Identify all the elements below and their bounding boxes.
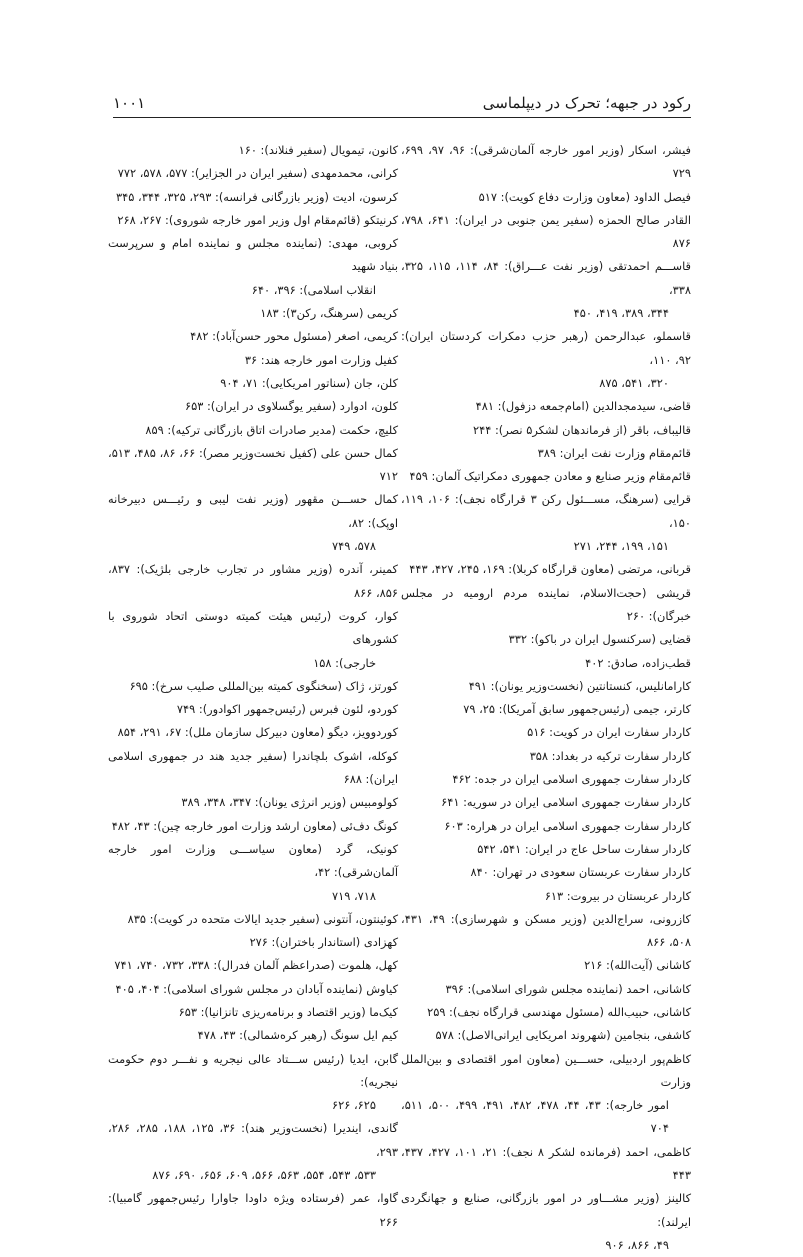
index-entry [108, 791, 398, 814]
index-entry-text: کمال حســـن مقهور (وزیر نفت لیبی و رئیـــس دبیرخانه اوپک): ۸۲، [108, 492, 398, 530]
index-entry-text: کورتز، ژاک (سخنگوی کمیته بین‌المللی صلیب سرخ): ۶۹۵ [129, 678, 398, 693]
index-entry-text: کارتر، جیمی (رئیس‌جمهور سابق آمریکا): ۲۵، ۷۹ [463, 702, 691, 717]
index-entry [108, 186, 398, 209]
index-entry [108, 395, 398, 418]
index-entry-text: گاندی، ایندیرا (نخست‌وزیر هند): ۳۶، ۱۲۵، ۱۸۸، ۲۸۵، ۲۸۶، ۲۹۳، [108, 1121, 398, 1159]
index-entry-text: قضایی (سرکنسول ایران در باکو): ۳۳۲ [508, 632, 691, 647]
index-entry [401, 628, 691, 651]
page-header [113, 93, 691, 118]
index-entry [401, 745, 691, 768]
index-entry-text: کونیک، گرد (معاون سیاســـی وزارت امور خارجه آلمان‌شرقی): ۴۲، [108, 841, 398, 880]
index-entry-text: کوار، کروت (رئیس هیئت کمیته دوستی اتحاد شوروی با کشورهای [108, 608, 398, 647]
index-entry [401, 815, 691, 838]
index-entry-text: کاردار سفارت ترکیه در بغداد: ۳۵۸ [529, 748, 691, 763]
index-entry-text: قائم‌مقام وزیر صنایع و معادن جمهوری دمکراتیک آلمان: ۴۵۹ [409, 469, 691, 484]
index-entry-text: کوکله، اشوک بلچاندرا (سفیر جدید هند در جمهوری اسلامی ایران): ۶۸۸ [108, 748, 398, 787]
index-entry [401, 978, 691, 1001]
index-entry [108, 1024, 398, 1047]
index-entry-text: کیم ایل سونگ (رهبر کره‌شمالی): ۴۳، ۴۷۸ [197, 1028, 398, 1043]
index-entry-text: قائم‌مقام وزارت نفت ایران: ۳۸۹ [537, 445, 691, 460]
index-entry [401, 838, 691, 861]
index-entry-continuation: ۴۹، ۸۶۶، ۹۰۶ [605, 1237, 669, 1252]
index-entry-text: کلن، جان (سناتور امریکایی): ۷۱، ۹۰۴ [220, 375, 398, 390]
index-entry [108, 978, 398, 1001]
index-column-right [401, 139, 691, 1257]
index-entry [108, 908, 398, 931]
index-entry-text: قربانی، مرتضی (معاون قرارگاه کربلا): ۱۶۹، ۲۴۵، ۴۲۷، ۴۴۳ [409, 562, 691, 577]
index-entry-text: قاسملو، عبدالرحمن (رهبر حزب دمکرات کردستان ایران): ۹۲، ۱۱۰، [401, 329, 691, 367]
index-entry [108, 349, 398, 372]
index-entry-text: کیک‌ما (وزیر اقتصاد و برنامه‌ریزی تانزانیا): ۶۵۳ [178, 1004, 398, 1019]
index-entry [401, 1048, 691, 1141]
running-title: رکود در جبهه؛ تحرک در دیپلماسی [482, 94, 691, 112]
index-entry [401, 325, 691, 395]
index-entry [401, 1024, 691, 1047]
index-entry-text: کیاوش (نماینده آبادان در مجلس شورای اسلامی): ۴۰۴، ۴۰۵ [115, 981, 398, 996]
index-entry [401, 442, 691, 465]
index-entry-text: کالینز (وزیر مشـــاور در امور بازرگانی، صنایع و جهانگردی ایرلند): [401, 1191, 691, 1229]
index-entry-text: کوردو، لئون فبرس (رئیس‌جمهور اکوادور): ۷۴۹ [176, 702, 398, 717]
index-entry [401, 558, 691, 581]
index-entry-text: کمینر، آندره (وزیر مشاور در تجارب خارجی بلژیک): ۸۳۷، ۸۵۶، ۸۶۶ [108, 562, 398, 600]
index-entry [108, 162, 398, 185]
index-entry [108, 372, 398, 395]
index-entry [401, 908, 691, 955]
index-entry [108, 488, 398, 558]
index-entry [401, 652, 691, 675]
index-entry-continuation: انقلاب اسلامی): ۳۹۶، ۶۴۰ [251, 282, 376, 297]
index-entry-text: کلون، ادوارد (سفیر یوگسلاوی در ایران): ۶۵۳ [184, 399, 398, 414]
index-entry-text: فیشر، اسکار (وزیر امور خارجه آلمان‌شرقی): ۹۶، ۹۷، ۶۹۹، ۷۲۹ [401, 143, 691, 181]
index-entry-text: کهل، هلموت (صدراعظم آلمان فدرال): ۳۳۸، ۷۳۲، ۷۴۰، ۷۴۱ [114, 958, 398, 973]
index-entry-text: کاردار عربستان در بیروت: ۶۱۳ [544, 888, 691, 903]
index-entry-text: کاظم‌پور اردبیلی، حســـین (معاون امور اقتصادی و بین‌الملل وزارت [401, 1051, 691, 1089]
index-entry [401, 1141, 691, 1188]
index-entry-text: کاشانی، احمد (نماینده مجلس شورای اسلامی): ۳۹۶ [445, 981, 691, 996]
index-entry-text: قالیباف، باقر (از فرماندهان لشکر۵ نصر): ۲۴۴ [472, 422, 691, 437]
index-entry-continuation: ۳۴۴، ۳۸۹، ۴۱۹، ۴۵۰ [573, 306, 669, 321]
index-entry-text: کاردار سفارت جمهوری اسلامی ایران در هراره: ۶۰۳ [444, 818, 691, 833]
index-entry-text: قاســـم احمدتقی (وزیر نفت عـــراق): ۸۴، ۱۱۴، ۱۱۵، ۳۲۵، ۳۳۸، [401, 259, 691, 297]
index-entry [108, 302, 398, 325]
index-entry-text: گاوا، عمر (فرستاده ویژه داودا جاوارا رئیس‌جمهور گامبیا): ۲۶۶ [108, 1191, 398, 1229]
index-entry-text: کازرونی، سراج‌الدین (وزیر مسکن و شهرسازی): ۴۹، ۴۳۱، ۵۰۸، ۸۶۶ [401, 911, 691, 950]
index-entry [108, 698, 398, 721]
index-entry-text: کاردار سفارت ساحل عاج در ایران: ۵۴۱، ۵۴۲ [477, 841, 691, 856]
index-entry [108, 558, 398, 605]
index-entry-continuation: ۱۵۱، ۱۹۹، ۲۴۴، ۲۷۱ [573, 539, 669, 554]
index-entry [401, 186, 691, 209]
index-entry [108, 1187, 398, 1234]
index-entry-text: کرنیتکو (قائم‌مقام اول وزیر امور خارجه شوروی): ۲۶۷، ۲۶۸ [117, 212, 398, 227]
index-entry-text: کوردوویز، دیگو (معاون دبیرکل سازمان ملل): ۶۷، ۲۹۱، ۸۵۴ [117, 725, 398, 740]
index-entry-text: کرانی، محمدمهدی (سفیر ایران در الجزایر): ۵۷۷، ۵۷۸، ۷۷۲ [117, 166, 398, 181]
index-entry [108, 232, 398, 302]
index-entry [108, 1001, 398, 1024]
index-entry [401, 139, 691, 186]
index-entry [401, 465, 691, 488]
index-entry-text: کاردار سفارت ایران در کویت: ۵۱۶ [527, 725, 691, 740]
index-entry-continuation: ۷۱۸، ۷۱۹ [331, 888, 376, 903]
index-entry-text: کاردار سفارت عربستان سعودی در تهران: ۸۴۰ [470, 865, 691, 880]
index-entry-text: کهزادی (استاندار باختران): ۲۷۶ [249, 935, 398, 950]
index-entry [108, 815, 398, 838]
index-entry [401, 861, 691, 884]
index-entry-text: کریمی، اصغر (مسئول محور حسن‌آباد): ۴۸۲ [190, 329, 398, 344]
index-entry [401, 721, 691, 744]
index-entry-text: کمال حسن علی (کفیل نخست‌وزیر مصر): ۶۶، ۸۶، ۴۸۵، ۵۱۳، ۷۱۲ [108, 445, 398, 484]
index-entry [108, 675, 398, 698]
index-entry-text: کونگ دف‌ئی (معاون ارشد وزارت امور خارجه چین): ۴۳، ۴۸۲ [111, 818, 398, 833]
index-entry-text: کاشانی (آیت‌الله): ۲۱۶ [584, 958, 691, 973]
index-entry [401, 768, 691, 791]
index-entry-text: کوئینتون، آنتونی (سفیر جدید ایالات متحده در کویت): ۸۳۵ [127, 911, 398, 926]
index-entry-text: کفیل وزارت امور خارجه هند: ۳۶ [244, 352, 398, 367]
index-entry [108, 1048, 398, 1118]
index-entry-text: کاشانی، حبیب‌الله (مسئول مهندسی قرارگاه نجف): ۲۵۹ [427, 1004, 691, 1019]
index-entry-text: کلیچ، حکمت (مدیر صادرات اتاق بازرگانی ترکیه): ۸۵۹ [145, 422, 398, 437]
index-entry [401, 582, 691, 629]
index-entry [401, 675, 691, 698]
index-entry-text: کانون، تیمویال (سفیر فنلاند): ۱۶۰ [238, 143, 398, 157]
index-entry [108, 442, 398, 489]
index-entry [108, 325, 398, 348]
index-entry [108, 838, 398, 908]
index-entry-text: کرسون، ادیت (وزیر بازرگانی فرانسه): ۲۹۳، ۳۲۵، ۳۴۴، ۳۴۵ [116, 189, 398, 204]
index-entry-text: کاشفی، بنجامین (شهروند امریکایی ایرانی‌الاصل): ۵۷۸ [435, 1028, 691, 1043]
index-entry [401, 395, 691, 418]
index-entry [108, 954, 398, 977]
index-entry [401, 791, 691, 814]
index-entry [108, 209, 398, 232]
index-entry-text: قرایی (سرهنگ، مســـئول رکن ۳ قرارگاه نجف): ۱۰۶، ۱۱۹، ۱۵۰، [401, 492, 691, 530]
index-entry-continuation: خارجی): ۱۵۸ [313, 655, 376, 670]
index-entry-text: کاردار سفارت جمهوری اسلامی ایران در سوریه: ۶۴۱ [441, 795, 691, 810]
index-entry-text: کروبی، مهدی: (نماینده مجلس و نماینده امام و سرپرست بنیاد شهید [108, 236, 398, 274]
index-entry-text: القادر صالح الحمزه (سفیر یمن جنوبی در ایران): ۶۴۱، ۷۹۸، ۸۷۶ [401, 212, 691, 251]
page-number: ۱۰۰۱ [113, 94, 146, 112]
index-entry-continuation: ۳۲۰، ۵۴۱، ۸۷۵ [599, 375, 669, 390]
index-entry [108, 1117, 398, 1187]
index-entry [401, 255, 691, 325]
index-entry [401, 488, 691, 558]
index-entry [108, 721, 398, 744]
index-entry-text: کولومبیس (وزیر انرژی یونان): ۳۴۷، ۳۴۸، ۳۸۹ [181, 795, 398, 810]
index-entry [108, 139, 398, 162]
index-entry-text: کریمی (سرهنگ، رکن۳): ۱۸۳ [260, 306, 398, 321]
index-entry-continuation: امور خارجه): ۴۳، ۴۴، ۴۷۸، ۴۸۲، ۴۹۱، ۴۹۹، ۵۰۰، ۵۱۱، ۷۰۴ [401, 1098, 669, 1136]
index-entry [401, 698, 691, 721]
index-entry [108, 745, 398, 792]
index-entry-text: کاظمی، احمد (فرمانده لشکر ۸ نجف): ۲۱، ۱۰۱، ۴۲۷، ۴۳۷، ۴۴۳ [401, 1144, 691, 1183]
index-entry [108, 605, 398, 675]
index-entry [401, 419, 691, 442]
index-entry-text: فیصل الداود (معاون وزارت دفاع کویت): ۵۱۷ [478, 189, 691, 204]
index-entry-text: قاضی، سیدمجدالدین (امام‌جمعه دزفول): ۴۸۱ [475, 399, 691, 414]
index-entry-text: قریشی (حجت‌الاسلام، نماینده مردم ارومیه در مجلس خبرگان): ۲۶۰ [401, 585, 691, 623]
index-entry-text: گابن، ایدیا (رئیس ســـتاد عالی نیجریه و نفـــر دوم حکومت نیجریه): [108, 1051, 398, 1089]
index-entry [108, 931, 398, 954]
index-entry-text: کاردار سفارت جمهوری اسلامی ایران در جده: ۴۶۲ [452, 772, 691, 787]
index-column-left [108, 139, 398, 1234]
index-entry-text: کارامانلیس، کنستانتین (نخست‌وزیر یونان): ۴۹۱ [468, 678, 691, 693]
index-entry [401, 885, 691, 908]
index-entry [401, 209, 691, 256]
index-entry-continuation: ۵۷۸، ۷۴۹ [331, 539, 376, 554]
index-entry [401, 1001, 691, 1024]
index-entry-continuation: ۵۳۳، ۵۴۳، ۵۵۴، ۵۶۳، ۵۶۶، ۶۰۹، ۶۵۶، ۶۹۰، ۸۷۶ [152, 1168, 376, 1183]
index-entry [401, 1187, 691, 1257]
index-entry-continuation: ۶۲۵، ۶۲۶ [331, 1098, 376, 1113]
index-entry [401, 954, 691, 977]
index-entry [108, 419, 398, 442]
index-entry-text: قطب‌زاده، صادق: ۴۰۲ [585, 655, 691, 670]
